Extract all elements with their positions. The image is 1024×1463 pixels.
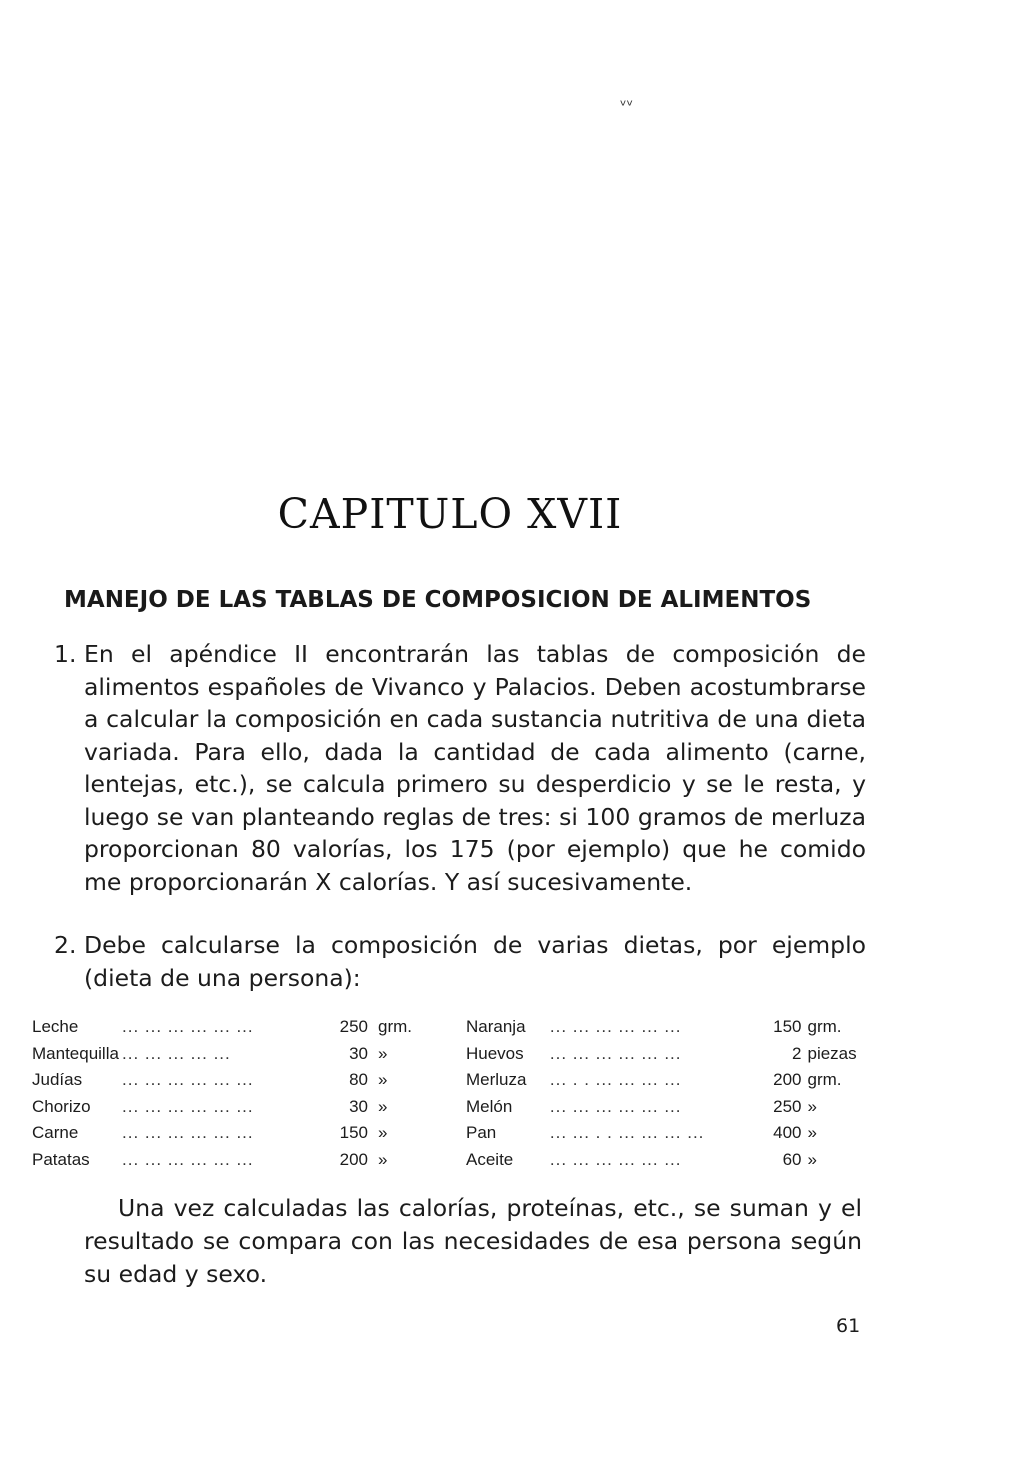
page-number: 61 [836, 1315, 861, 1337]
leader-dots: ... ... . . ... ... ... ... [549, 1123, 705, 1143]
food-name: Merluza [466, 1070, 527, 1090]
food-row-carne [32, 1120, 448, 1147]
leader-dots: ... ... ... ... ... ... [549, 1017, 682, 1036]
leader-dots: ... ... ... ... ... ... [122, 1017, 254, 1036]
food-amount: 200 [339, 1149, 368, 1169]
closing-paragraph: Una vez calculadas las calorías, proteínas, etc., se suman y el resultado se compara con las necesidades de esa persona según su edad y sexo. [84, 1194, 862, 1288]
food-row-aceite [466, 1147, 866, 1174]
food-unit: grm. [807, 1070, 842, 1090]
food-amount: 150 [339, 1123, 368, 1143]
food-list-right [466, 1014, 866, 1174]
list-item-number: 2. [54, 931, 77, 959]
food-unit: » [378, 1149, 388, 1169]
food-amount: 30 [349, 1043, 368, 1063]
food-unit: » [807, 1149, 817, 1169]
food-unit: » [378, 1043, 388, 1063]
food-row-leche [32, 1014, 448, 1041]
food-unit: grm. [807, 1017, 842, 1036]
food-amount: 150 [773, 1017, 802, 1036]
food-unit: » [378, 1070, 388, 1090]
food-list-left [32, 1014, 448, 1174]
food-row-pan [466, 1120, 866, 1147]
food-row-mantequilla [32, 1041, 448, 1068]
food-row-naranja [466, 1014, 866, 1041]
food-amount: 30 [349, 1096, 368, 1116]
food-amount: 60 [782, 1149, 802, 1169]
list-item-text: En el apéndice II encontrarán las tablas de composición de alimentos españoles de Vivanco y Palacios. Deben acostumbrarse a calcular la composición en cada sustancia nutritiva de una dieta variada. Para ello, dada la cantidad de cada alimento (carne, lentejas, etc.), se calcula primero su desperdicio y se le resta, y luego se van planteando reglas de tres: si 100 gramos de merluza proporcionan 80 valorías, los 175 (por ejemplo) que he comido me proporcionarán X calorías. Y así sucesivamente. [84, 640, 866, 896]
food-name: Judías [32, 1070, 83, 1090]
list-item-number: 1. [54, 640, 77, 668]
food-amount: 400 [773, 1123, 802, 1143]
food-row-chorizo [32, 1094, 448, 1121]
food-name: Melón [466, 1096, 513, 1116]
food-unit: grm. [378, 1017, 412, 1036]
food-amount: 250 [773, 1096, 802, 1116]
food-name: Pan [466, 1123, 497, 1143]
food-name: Huevos [466, 1043, 524, 1063]
food-row-patatas [32, 1147, 448, 1174]
food-unit: » [807, 1123, 817, 1143]
food-unit: piezas [807, 1043, 857, 1063]
food-row-huevos [466, 1041, 866, 1068]
list-item-text: Debe calcularse la composición de varias dietas, por ejemplo (dieta de una persona): [84, 931, 866, 992]
food-amount: 250 [339, 1017, 368, 1036]
leader-dots: ... ... ... ... ... [122, 1043, 231, 1063]
food-name: Carne [32, 1123, 79, 1143]
food-row-judias [32, 1067, 448, 1094]
food-unit: » [807, 1096, 817, 1116]
leader-dots: ... ... ... ... ... ... [122, 1096, 254, 1116]
food-unit: » [378, 1096, 388, 1116]
food-row-melon [466, 1094, 866, 1121]
food-name: Leche [32, 1017, 79, 1036]
leader-dots: ... ... ... ... ... ... [122, 1070, 254, 1090]
leader-dots: ... . . ... ... ... ... [549, 1070, 682, 1090]
leader-dots: ... ... ... ... ... ... [549, 1149, 682, 1169]
list-item-1 [54, 638, 866, 898]
leader-dots: ... ... ... ... ... ... [549, 1043, 682, 1063]
leader-dots: ... ... ... ... ... ... [122, 1123, 254, 1143]
food-name: Chorizo [32, 1096, 91, 1116]
list-item-2 [54, 929, 866, 994]
food-name: Naranja [466, 1017, 526, 1036]
chapter-title: CAPITULO XVII [277, 490, 623, 538]
food-name: Patatas [32, 1149, 90, 1169]
food-amount: 80 [349, 1070, 368, 1090]
food-amount: 200 [773, 1070, 802, 1090]
food-unit: » [378, 1123, 388, 1143]
food-row-merluza [466, 1067, 866, 1094]
section-title: MANEJO DE LAS TABLAS DE COMPOSICION DE ALIMENTOS [64, 587, 812, 613]
food-name: Mantequilla [32, 1043, 119, 1063]
food-amount: 2 [792, 1043, 802, 1063]
leader-dots: ... ... ... ... ... ... [122, 1149, 254, 1169]
leader-dots: ... ... ... ... ... ... [549, 1096, 682, 1116]
page-mark: ᵛᵛ [620, 96, 634, 115]
food-name: Aceite [466, 1149, 514, 1169]
